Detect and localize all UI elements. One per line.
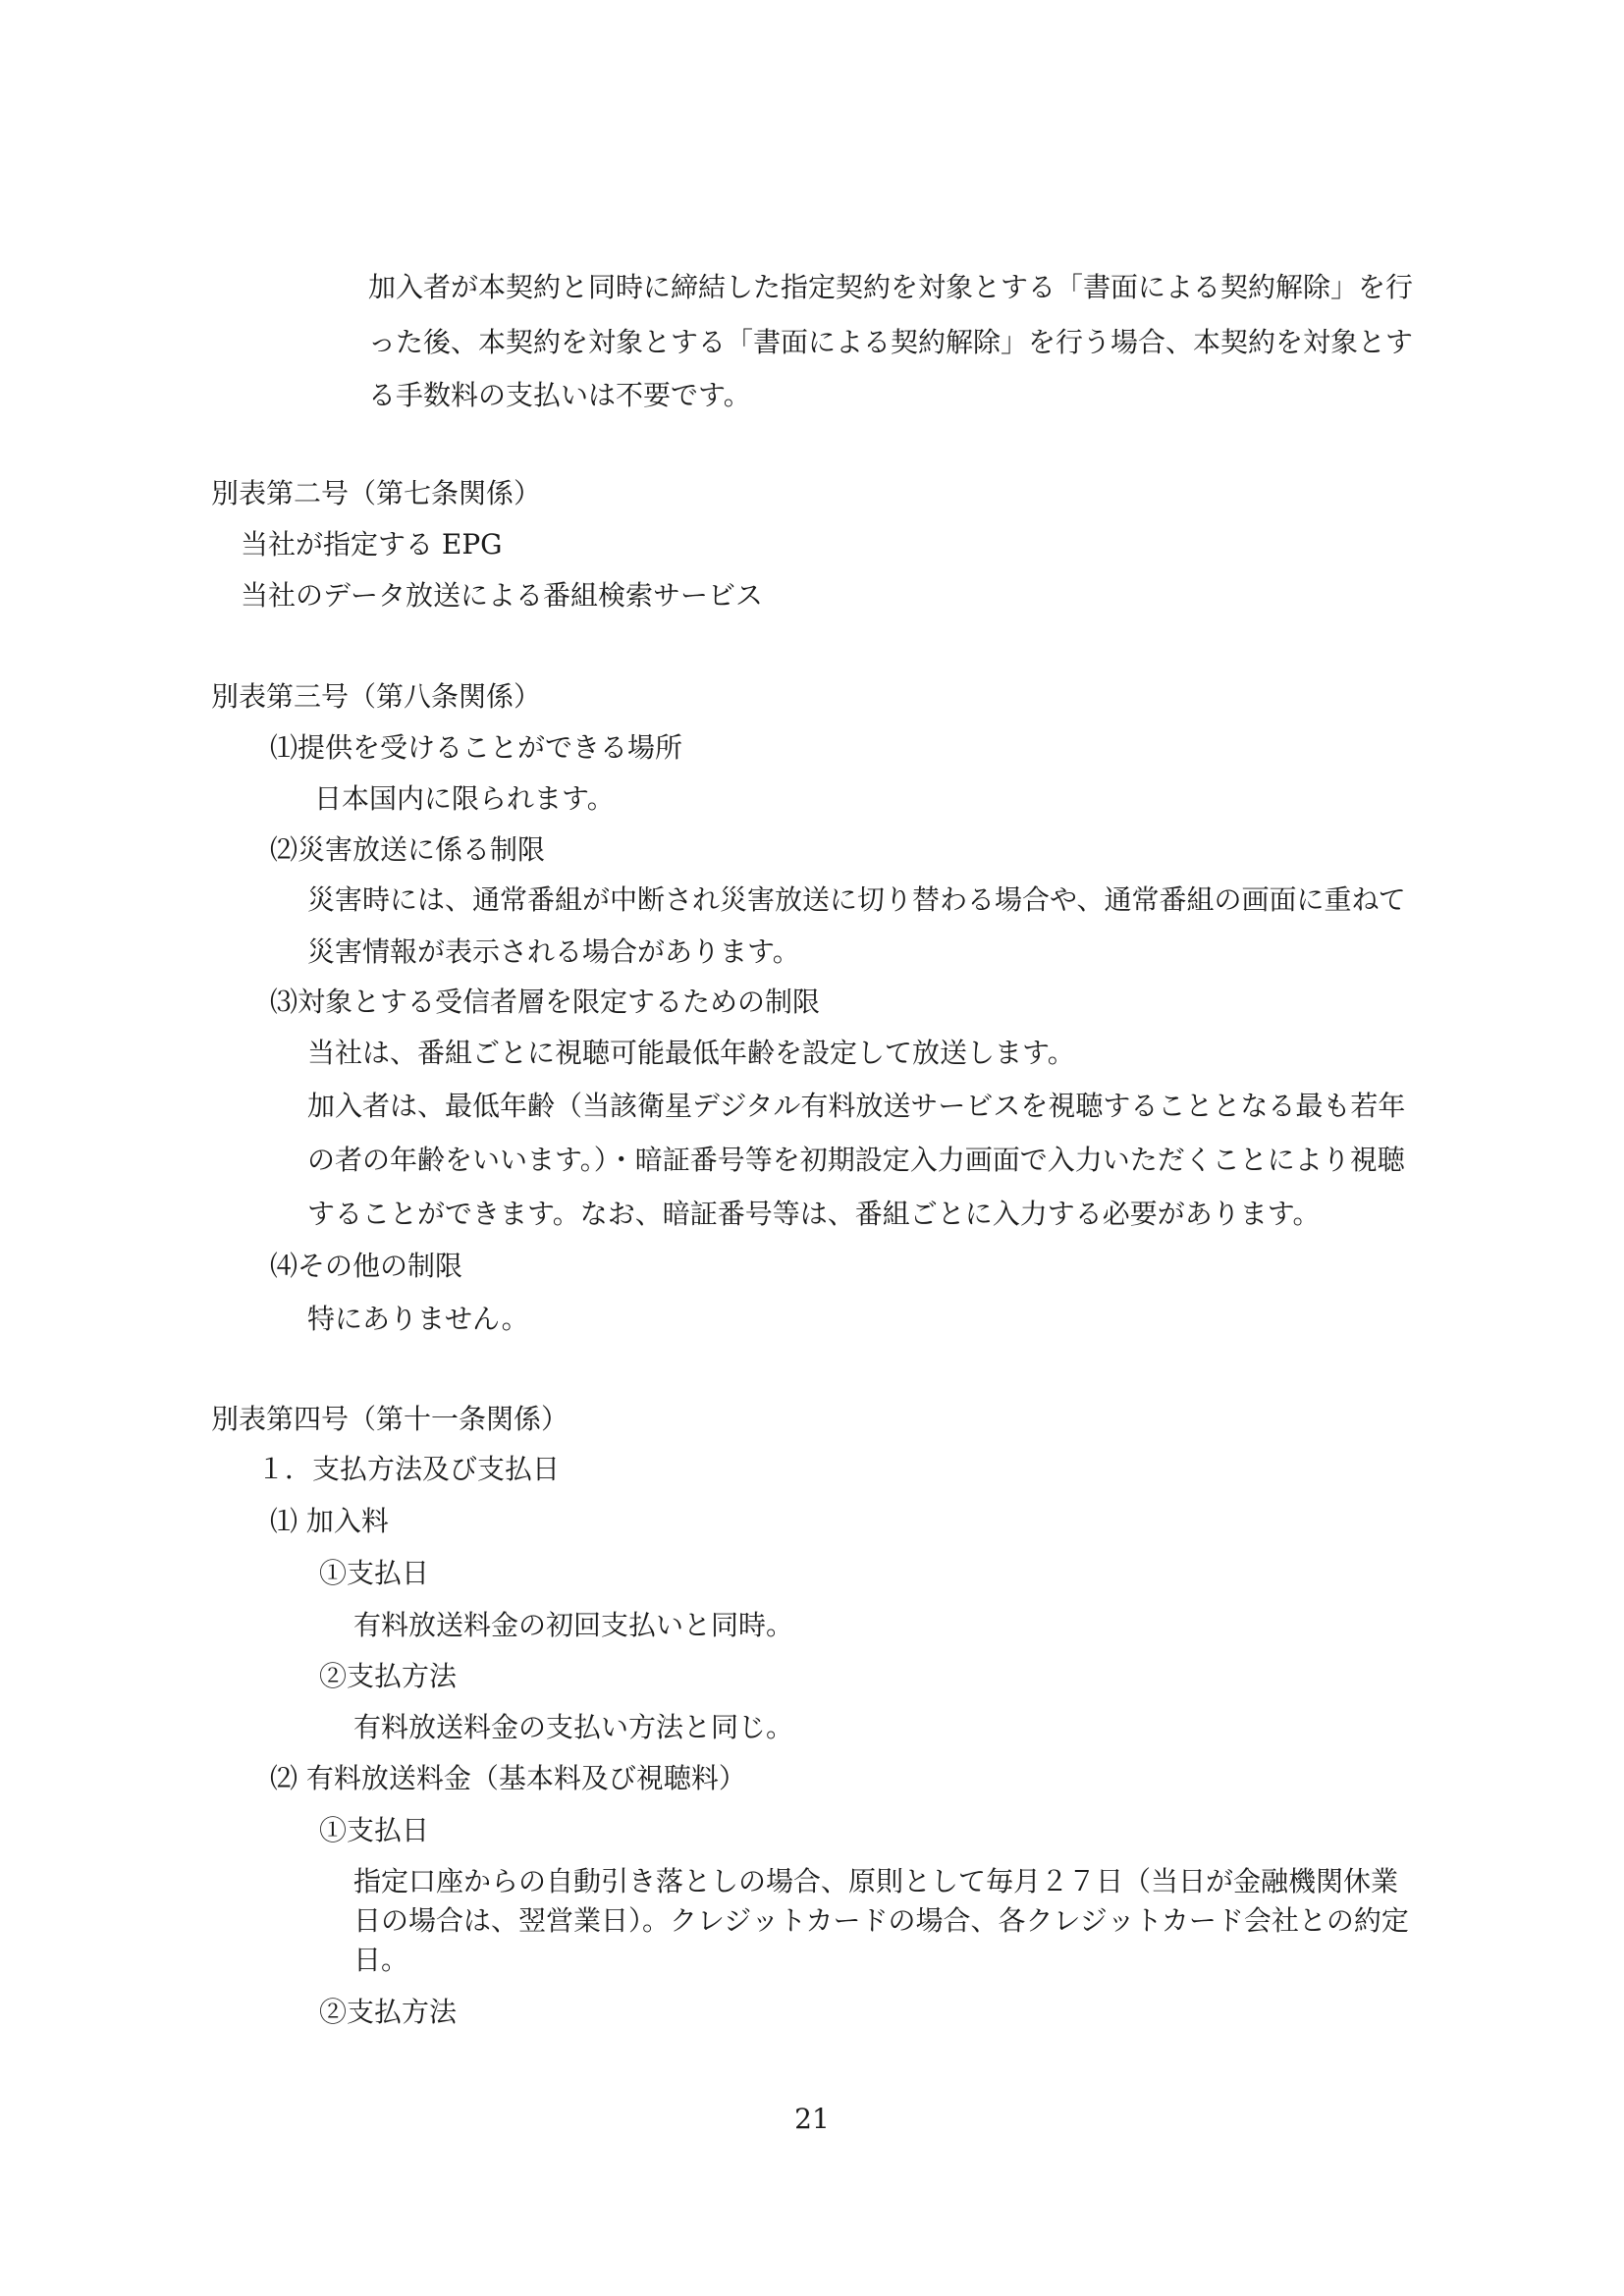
item-text: 特にありません。 — [307, 1303, 529, 1335]
item-text: することができます。なお、暗証番号等は、番組ごとに入力する必要があります。 — [307, 1198, 1321, 1230]
paragraph-line: 加入者が本契約と同時に締結した指定契約を対象とする「書面による契約解除」を行 — [368, 271, 1414, 303]
list-item: 当社が指定する EPG — [241, 528, 503, 561]
item-title: ⑷その他の制限 — [270, 1250, 463, 1282]
item-label: ①支払日 — [319, 1814, 430, 1846]
paragraph-line: った後、本契約を対象とする「書面による契約解除」を行う場合、本契約を対象とす — [368, 326, 1414, 358]
item-title: ⑶対象とする受信者層を限定するための制限 — [270, 986, 821, 1018]
section-heading-table-2: 別表第二号（第七条関係） — [211, 477, 542, 509]
page-number: 21 — [794, 2103, 830, 2135]
list-item: 当社のデータ放送による番組検索サービス — [241, 579, 764, 612]
section-heading-table-3: 別表第三号（第八条関係） — [211, 680, 542, 713]
item-label: ②支払方法 — [319, 1660, 458, 1692]
item-label: ①支払日 — [319, 1557, 430, 1589]
item-title: ⑵災害放送に係る制限 — [270, 833, 546, 866]
item-label: ②支払方法 — [319, 1996, 458, 2028]
item-text: 有料放送料金の初回支払いと同時。 — [353, 1609, 794, 1641]
item-text: 災害情報が表示される場合があります。 — [307, 935, 800, 968]
subheading: １．支払方法及び支払日 — [257, 1453, 561, 1485]
item-text: 加入者は、最低年齢（当該衛星デジタル有料放送サービスを視聴することとなる最も若年 — [307, 1090, 1406, 1122]
item-text: 災害時には、通常番組が中断され災害放送に切り替わる場合や、通常番組の画面に重ねて — [307, 883, 1406, 916]
item-text: 日。 — [353, 1944, 409, 1976]
section-heading-table-4: 別表第四号（第十一条関係） — [211, 1403, 569, 1435]
paragraph-line: る手数料の支払いは不要です。 — [368, 379, 751, 411]
item-title: ⑴ 加入料 — [270, 1505, 389, 1537]
item-text: の者の年齢をいいます。）・暗証番号等を初期設定入力画面で入力いただくことにより視聴 — [307, 1144, 1405, 1176]
item-title: ⑵ 有料放送料金（基本料及び視聴料） — [270, 1762, 746, 1794]
item-text: 日の場合は、翌営業日）。クレジットカードの場合、各クレジットカード会社との約定 — [353, 1904, 1409, 1937]
item-title: ⑴提供を受けることができる場所 — [270, 731, 683, 764]
item-text: 有料放送料金の支払い方法と同じ。 — [353, 1711, 794, 1743]
item-text: 当社は、番組ごとに視聴可能最低年齢を設定して放送します。 — [307, 1037, 1075, 1069]
item-text: 日本国内に限られます。 — [314, 782, 615, 815]
item-text: 指定口座からの自動引き落としの場合、原則として毎月２７日（当日が金融機関休業 — [353, 1865, 1399, 1897]
